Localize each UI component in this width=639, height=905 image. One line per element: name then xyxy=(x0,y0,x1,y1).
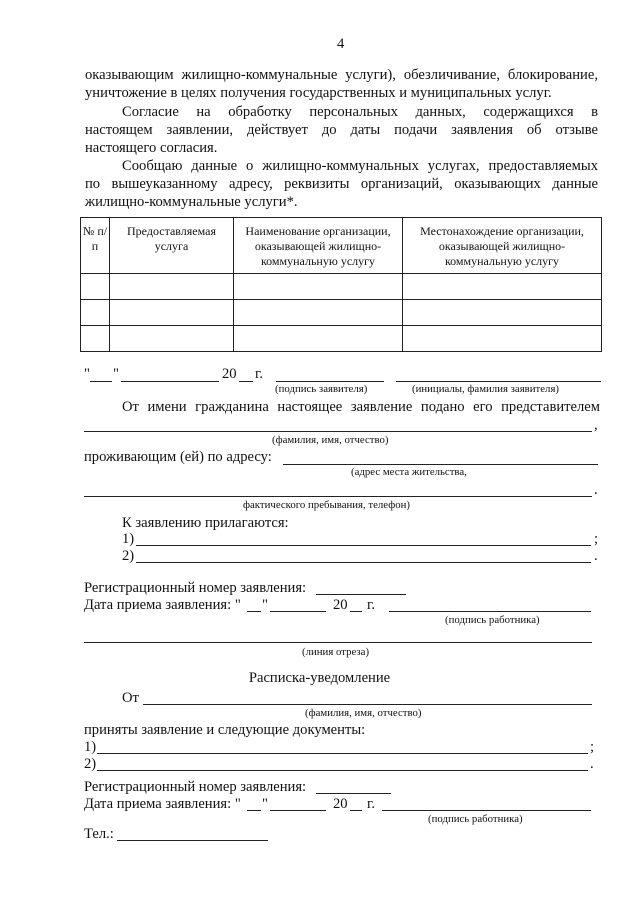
table-cell[interactable] xyxy=(403,274,602,300)
table-cell[interactable] xyxy=(234,300,403,326)
applicant-quote-open: " xyxy=(84,366,90,382)
table-cell[interactable] xyxy=(81,274,110,300)
receipt-year-prefix: 20 xyxy=(333,796,348,812)
receipt-month-field[interactable] xyxy=(270,810,326,811)
consent-line-2: настоящем заявлении, действует до даты подачи заявления об отзыве xyxy=(85,122,598,138)
receipt-title: Расписка-уведомление xyxy=(248,670,391,686)
registration-day-field[interactable] xyxy=(247,611,261,612)
registration-number-label: Регистрационный номер заявления: xyxy=(84,580,307,596)
registration-year-prefix: 20 xyxy=(333,597,348,613)
cut-line xyxy=(84,642,592,643)
attachment-2-number: 2) xyxy=(122,548,135,564)
applicant-quote-close: " xyxy=(113,366,119,382)
applicant-signature-field[interactable] xyxy=(276,381,384,382)
applicant-year-suffix: г. xyxy=(255,366,263,382)
representative-name-caption: (фамилия, имя, отчество) xyxy=(272,434,389,446)
intro-line-2: уничтожение в целях получения государственных и муниципальных услуг. xyxy=(85,85,552,101)
table-cell[interactable] xyxy=(403,300,602,326)
receipt-phone-label: Тел.: xyxy=(84,826,114,842)
col-header-org-location: Местонахождение организации, оказывающей жилищно-коммунальную услугу xyxy=(403,218,602,274)
applicant-signature-caption: (подпись заявителя) xyxy=(275,383,368,395)
services-table xyxy=(80,217,602,352)
receipt-doc-1-number: 1) xyxy=(84,739,97,755)
address-caption: (адрес места жительства, xyxy=(351,466,467,478)
applicant-year-field[interactable] xyxy=(239,381,253,382)
intro-line-1: оказывающим жилищно-коммунальные услуги), обезличивание, блокирование, xyxy=(85,67,598,83)
table-cell[interactable] xyxy=(81,326,110,352)
receipt-doc-2-field[interactable] xyxy=(97,770,588,771)
report-line-1: Сообщаю данные о жилищно-коммунальных услугах, предоставляемых xyxy=(122,158,598,174)
receipt-year-field[interactable] xyxy=(350,810,362,811)
attachment-1-number: 1) xyxy=(122,531,135,547)
receipt-date-mid: " xyxy=(262,796,268,812)
table-row xyxy=(81,300,602,326)
stay-address-field[interactable] xyxy=(84,496,592,497)
registration-month-field[interactable] xyxy=(270,611,326,612)
table-cell[interactable] xyxy=(234,326,403,352)
registration-year-field[interactable] xyxy=(350,611,362,612)
receipt-day-field[interactable] xyxy=(247,810,261,811)
receipt-doc-2-end: . xyxy=(590,756,594,772)
receipt-doc-1-end: ; xyxy=(590,739,595,755)
receipt-doc-2-number: 2) xyxy=(84,756,97,772)
col-header-service: Предоставляемая услуга xyxy=(110,218,234,274)
table-row xyxy=(81,326,602,352)
table-cell[interactable] xyxy=(110,326,234,352)
address-field[interactable] xyxy=(283,464,598,465)
report-line-2: по вышеуказанному адресу, реквизиты организаций, оказывающих данные xyxy=(85,176,598,192)
receipt-worker-signature-field[interactable] xyxy=(382,810,591,811)
applicant-year-prefix: 20 xyxy=(222,366,237,382)
col-header-org-name: Наименование организации, оказывающей жилищно-коммунальную услугу xyxy=(234,218,403,274)
consent-line-1: Согласие на обработку персональных данных, содержащихся в xyxy=(122,104,598,120)
table-cell[interactable] xyxy=(234,274,403,300)
receipt-year-suffix: г. xyxy=(367,796,375,812)
table-cell[interactable] xyxy=(403,326,602,352)
registration-worker-signature-field[interactable] xyxy=(389,611,591,612)
table-cell[interactable] xyxy=(81,300,110,326)
representative-name-field[interactable] xyxy=(84,431,592,432)
receipt-phone-field[interactable] xyxy=(117,840,268,841)
table-cell[interactable] xyxy=(110,274,234,300)
page-number: 4 xyxy=(337,36,345,52)
attachment-1-end: ; xyxy=(594,531,599,547)
table-row xyxy=(81,274,602,300)
table-cell[interactable] xyxy=(110,300,234,326)
registration-worker-caption: (подпись работника) xyxy=(445,614,540,626)
receipt-number-field[interactable] xyxy=(316,793,391,794)
registration-year-suffix: г. xyxy=(367,597,375,613)
attachments-label: К заявлению прилагаются: xyxy=(122,515,289,531)
receipt-number-label: Регистрационный номер заявления: xyxy=(84,779,307,795)
attachment-1-field[interactable] xyxy=(136,545,591,546)
receipt-from-label: От xyxy=(122,690,139,706)
applicant-initials-field[interactable] xyxy=(396,381,601,382)
attachment-2-field[interactable] xyxy=(136,562,591,563)
cut-line-caption: (линия отреза) xyxy=(302,646,370,658)
receipt-doc-1-field[interactable] xyxy=(97,753,588,754)
registration-number-field[interactable] xyxy=(316,594,406,595)
receipt-accepted-label: приняты заявление и следующие документы: xyxy=(84,722,366,738)
representative-comma: , xyxy=(594,417,598,433)
stay-address-dot: . xyxy=(594,482,598,498)
consent-line-3: настоящего согласия. xyxy=(85,140,218,156)
address-label: проживающим (ей) по адресу: xyxy=(84,449,272,465)
registration-date-label: Дата приема заявления: " xyxy=(84,597,241,613)
receipt-date-label: Дата приема заявления: " xyxy=(84,796,241,812)
applicant-initials-caption: (инициалы, фамилия заявителя) xyxy=(412,383,560,395)
receipt-name-caption: (фамилия, имя, отчество) xyxy=(305,707,422,719)
receipt-from-field[interactable] xyxy=(143,704,592,705)
applicant-day-field[interactable] xyxy=(90,381,112,382)
col-header-number: № п/п xyxy=(81,218,110,274)
report-line-3: жилищно-коммунальные услуги*. xyxy=(85,194,298,210)
table-header-row xyxy=(81,218,602,274)
applicant-month-field[interactable] xyxy=(121,381,219,382)
representative-statement: От имени гражданина настоящее заявление подано его представителем xyxy=(122,399,600,415)
receipt-worker-caption: (подпись работника) xyxy=(428,813,523,825)
registration-date-mid: " xyxy=(262,597,268,613)
stay-address-caption: фактического пребывания, телефон) xyxy=(243,499,410,511)
attachment-2-end: . xyxy=(594,548,598,564)
